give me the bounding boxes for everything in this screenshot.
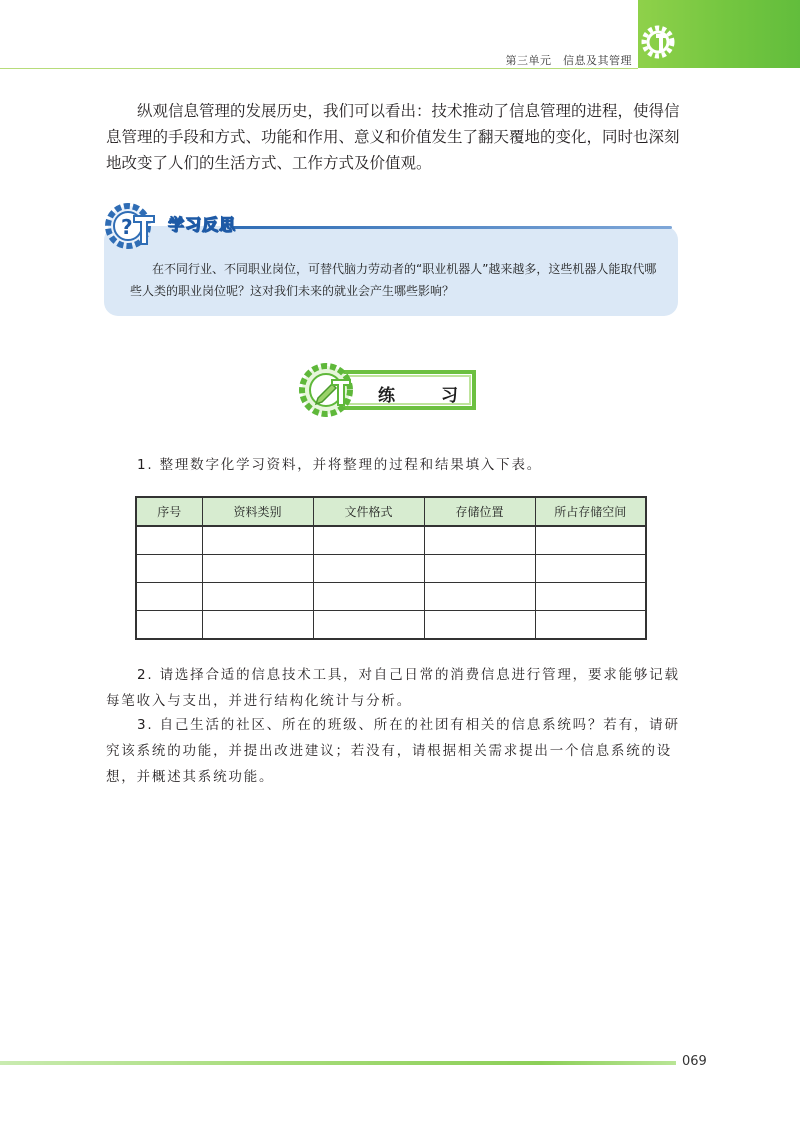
table-cell: [313, 526, 424, 555]
table-cell: [136, 611, 202, 640]
table-row: [136, 583, 646, 611]
table-row: [136, 526, 646, 555]
table-cell: [313, 555, 424, 583]
table-cell: [535, 526, 646, 555]
svg-text:?: ?: [121, 215, 133, 239]
column-header: 序号: [136, 497, 202, 526]
table-cell: [136, 555, 202, 583]
table-header-row: [136, 497, 646, 526]
reflection-text: 在不同行业、不同职业岗位，可替代脑力劳动者的“职业机器人”越来越多，这些机器人能取代哪些人类的职业岗位呢？这对我们未来的就业会产生哪些影响？: [130, 262, 657, 298]
column-header: 资料类别: [202, 497, 313, 526]
table-cell: [136, 583, 202, 611]
table-cell: [136, 526, 202, 555]
exercise-label: 练习: [378, 386, 504, 406]
page-number: 069: [682, 1054, 707, 1069]
reflection-title: 学习反思: [168, 215, 237, 234]
exercise-2: 2. 请选择合适的信息技术工具，对自己日常的消费信息进行管理，要求能够记载每笔收入与支出，并进行结构化统计与分析。: [106, 667, 680, 709]
table-cell: [202, 555, 313, 583]
question-gear-icon: [104, 200, 168, 250]
table-cell: [535, 555, 646, 583]
intro-paragraph: 纵观信息管理的发展历史，我们可以看出：技术推动了信息管理的进程，使得信息管理的手段和方式、功能和作用、意义和价值发生了翻天覆地的变化，同时也深刻地改变了人们的生活方式、工作方式及价值观。: [106, 102, 680, 172]
table-cell: [202, 583, 313, 611]
reflection-title-rule: [232, 226, 672, 229]
table-row: [136, 611, 646, 640]
table-cell: [313, 583, 424, 611]
table-row: [136, 555, 646, 583]
unit-title: 第三单元 信息及其管理: [505, 54, 632, 67]
footer-rule: [0, 1061, 676, 1065]
table-cell: [424, 526, 535, 555]
gear-logo-icon: [636, 20, 680, 64]
data-table: [135, 496, 647, 640]
table-cell: [313, 611, 424, 640]
table-cell: [535, 611, 646, 640]
column-header: 所占存储空间: [535, 497, 646, 526]
table-cell: [424, 555, 535, 583]
table-cell: [202, 611, 313, 640]
column-header: 文件格式: [313, 497, 424, 526]
table-cell: [424, 611, 535, 640]
table-cell: [202, 526, 313, 555]
table-cell: [535, 583, 646, 611]
table-cell: [424, 583, 535, 611]
column-header: 存储位置: [424, 497, 535, 526]
exercise-1: 1. 整理数字化学习资料，并将整理的过程和结果填入下表。: [137, 457, 543, 473]
exercise-3: 3. 自己生活的社区、所在的班级、所在的社团有相关的信息系统吗？若有，请研究该系统的功能，并提出改进建议；若没有，请根据相关需求提出一个信息系统的设想，并概述其系统功能。: [106, 717, 680, 785]
